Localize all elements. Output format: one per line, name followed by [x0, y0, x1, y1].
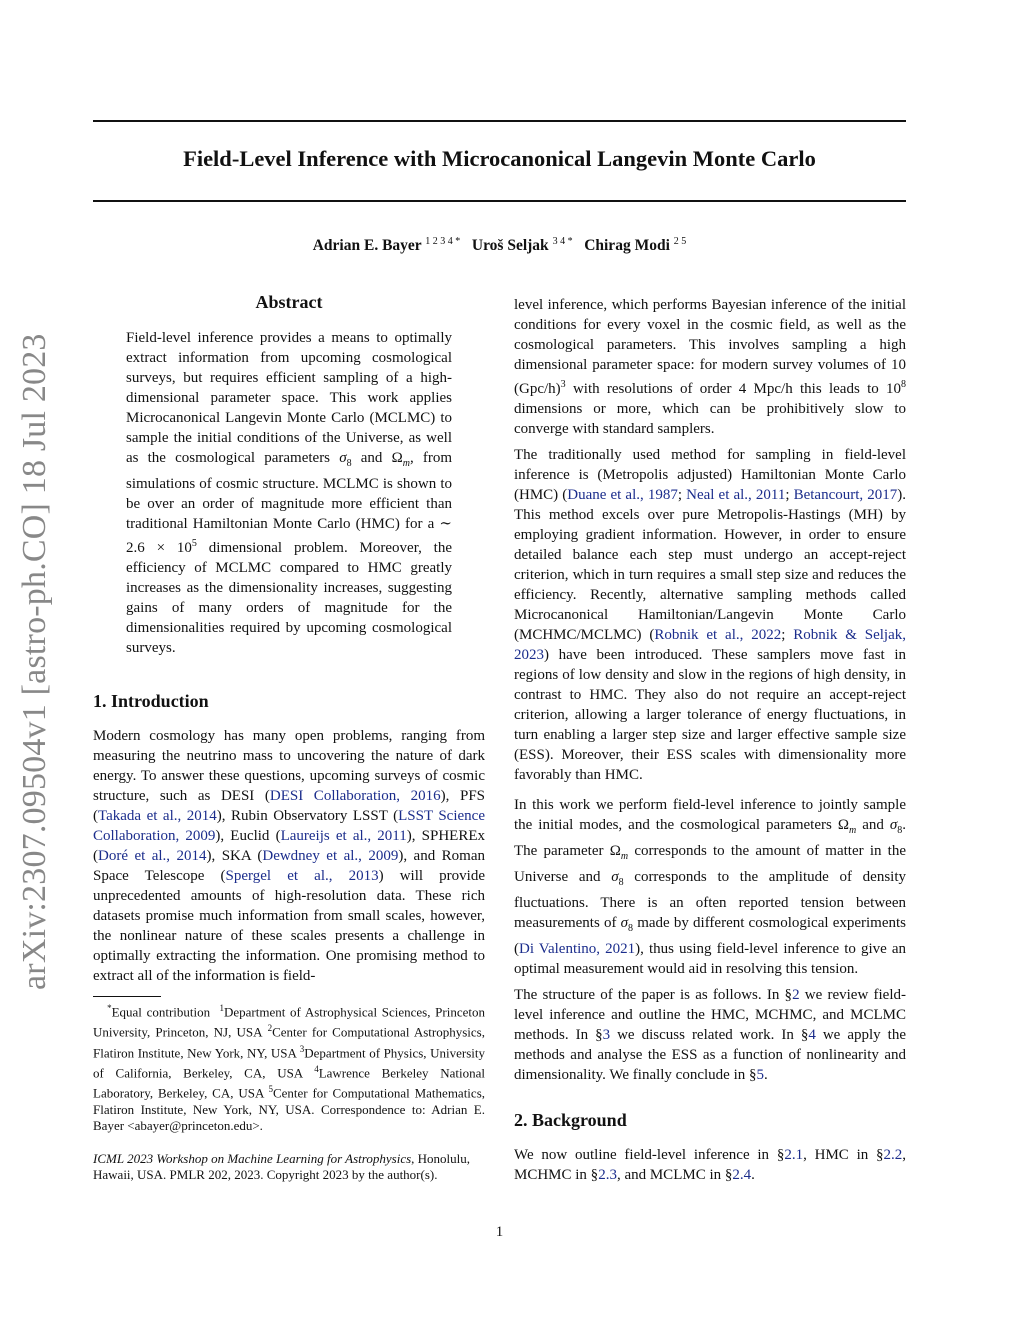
author-list: [93, 236, 906, 255]
author-name: Uroš Seljak: [471, 237, 549, 255]
abstract-text: Field-level inference provides a means to optimally extract information from upcoming cosmological surveys, but requires efficient sampling of a high-dimensional parameter space. This work applies Microcanonical Langevin Monte Carlo (MCLMC) to sample the initial conditions of the Universe, as well as the cosmological parameters $\sigma_8$ and $\Omega_m$, from simulations of cosmic structure. MCLMC is shown to be over an order of magnitude more efficient than traditional Hamiltonian Monte Carlo (HMC) for a ∼ $2.6 \times 10^5$ dimensional problem. Moreover, the efficiency of MCLMC compared to HMC greatly increases as the dimensionality increases, suggesting gains of many orders of magnitude for the dimensionalities required by upcoming cosmological surveys.: [126, 330, 453, 656]
section-heading-background: 2. Background: [514, 1110, 627, 1130]
author-name: Chirag Modi: [584, 237, 670, 255]
author-affiliation: 2 5: [673, 236, 687, 247]
venue-footnote: ICML 2023 Workshop on Machine Learning for Astrophysics, Honolulu, Hawaii, USA. PMLR 202, 2023. Copyright 2023 by the author(s).: [93, 1151, 471, 1182]
section-link[interactable]: 4: [808, 1027, 816, 1043]
citation-link[interactable]: Doré et al., 2014: [98, 848, 207, 864]
section-link[interactable]: 3: [602, 1027, 611, 1043]
citation-link[interactable]: Laureijs et al., 2011: [280, 828, 407, 844]
section-link[interactable]: 5: [756, 1067, 764, 1083]
footnote-rule: [93, 996, 161, 997]
author-affiliation: 3 4 *: [552, 236, 573, 247]
introduction-paragraph: Modern cosmology has many open problems, ranging from measuring the neutrino mass to uncovering the nature of dark energy. To answer these questions, upcoming surveys of cosmic structure, such as DESI (DESI Collaboration, 2016), PFS (Takada et al., 2014), Rubin Observatory LSST (LSST Science Collaboration, 2009), Euclid (Laureijs et al., 2011), SPHEREx (Doré et al., 2014), SKA (Dewdney et al., 2009), and Roman Space Telescope (Spergel et al., 2013) will provide unprecedented amounts of high-resolution data. These rich datasets promise much information from small scales, however, the nonlinear nature of these scales presents a challenge in optimally extracting the information. One promising method to extract all of the information is field-: [93, 728, 486, 984]
section-link[interactable]: 2.1: [784, 1147, 804, 1163]
citation-link[interactable]: Robnik et al., 2022: [654, 627, 782, 643]
author-name: Adrian E. Bayer: [312, 237, 422, 255]
abstract-heading: Abstract: [255, 292, 323, 312]
paragraph-background: We now outline field-level inference in §2.1, HMC in §2.2, MCHMC in §2.3, and MCLMC in §2.4.: [514, 1147, 907, 1183]
section-heading-introduction: 1. Introduction: [93, 691, 209, 711]
title-rule-top: [93, 120, 906, 122]
citation-link[interactable]: Dewdney et al., 2009: [262, 848, 399, 864]
citation-link[interactable]: Spergel et al., 2013: [225, 868, 379, 884]
author-affiliation: 1 2 3 4 *: [425, 236, 461, 247]
affiliations-footnote: *Equal contribution $^1$Department of Astrophysical Sciences, Princeton University, Princeton, NJ, USA $^2$Center for Computational Astrophysics, Flatiron Institute, New York, NY, USA $^3$Department of Physics, University of California, Berkeley, CA, USA $^4$Lawrence Berkeley National Laboratory, Berkeley, CA, USA $^5$Center for Computational Mathematics, Flatiron Institute, New York, NY, USA. Correspondence to: Adrian E. Bayer <abayer@princeton.edu>.: [93, 1003, 486, 1133]
citation-link[interactable]: Duane et al., 1987: [567, 487, 678, 503]
section-link[interactable]: 2.2: [883, 1147, 903, 1163]
title-rule-bottom: [93, 200, 906, 202]
citation-link[interactable]: Neal et al., 2011: [686, 487, 786, 503]
paragraph-structure: The structure of the paper is as follows. In §2 we review field-level inference and outline the HMC, MCHMC, and MCLMC methods. In §3 we discuss related work. In §4 we apply the methods and analyse the ESS as a function of nonlinearity and dimensionality. We finally conclude in §5.: [514, 987, 907, 1083]
paragraph-hmc-methods: The traditionally used method for sampling in field-level inference is (Metropolis adjusted) Hamiltonian Monte Carlo (HMC) (Duane et al., 1987; Neal et al., 2011; Betancourt, 2017). This method excels over pure Metropolis-Hastings (MH) by employing gradient information. However, in order to ensure detailed balance each step must undergo an accept-reject criterion, which in turn requires a small step size and reduces the efficiency. Recently, alternative sampling methods called Microcanonical Hamiltonian/Langevin Monte Carlo (MCHMC/MCLMC) (Robnik et al., 2022; Robnik & Seljak, 2023) have been introduced. These samplers move fast in regions of low density and slow in the regions of high density, in contrast to HMC. They also do not require an accept-reject criterion, allowing a larger tolerance of energy fluctuations, in turn enabling a larger step size and larger effective sample size (ESS). Moreover, their ESS scales with dimensionality more favorably than HMC.: [514, 447, 906, 783]
arxiv-identifier: arXiv:2307.09504v1 [astro-ph.CO] 18 Jul 2023: [16, 333, 53, 990]
paper-title: Field-Level Inference with Microcanonical Langevin Monte Carlo: [183, 146, 816, 171]
section-link[interactable]: 2.3: [598, 1167, 617, 1183]
section-link[interactable]: 2.4: [732, 1167, 752, 1183]
paragraph-field-level-intro: level inference, which performs Bayesian inference of the initial conditions for every voxel in the cosmic field, as well as the cosmological parameters. This involves sampling a high dimensional parameter space: for modern survey volumes of 10 $(Gpc/h)^3$ with resolutions of order 4 Mpc/h this leads to $10^8$ dimensions or more, which can be prohibitively slow to converge with standard samplers.: [514, 297, 907, 437]
citation-link[interactable]: DESI Collaboration, 2016: [269, 788, 441, 804]
section-link[interactable]: 2: [792, 987, 800, 1003]
page-number: 1: [495, 1224, 504, 1240]
citation-link[interactable]: Di Valentino, 2021: [519, 941, 636, 957]
citation-link[interactable]: Betancourt, 2017: [793, 487, 898, 503]
paragraph-this-work: In this work we perform field-level inference to jointly sample the initial modes, and the cosmological parameters $\Omega_m$ and $\sigma_8$. The parameter $\Omega_m$ corresponds to the amount of matter in the Universe and $\sigma_8$ corresponds to the amplitude of density fluctuations. There is an often reported tension between measurements of $\sigma_8$ made by different cosmological experiments (Di Valentino, 2021), thus using field-level inference to give an optimal measurement would aid in resolving this tension.: [514, 797, 907, 977]
citation-link[interactable]: Takada et al., 2014: [98, 808, 217, 824]
citation-link[interactable]: Robnik & Seljak, 2023: [514, 627, 906, 663]
citation-link[interactable]: LSST Science Collaboration, 2009: [93, 808, 485, 844]
